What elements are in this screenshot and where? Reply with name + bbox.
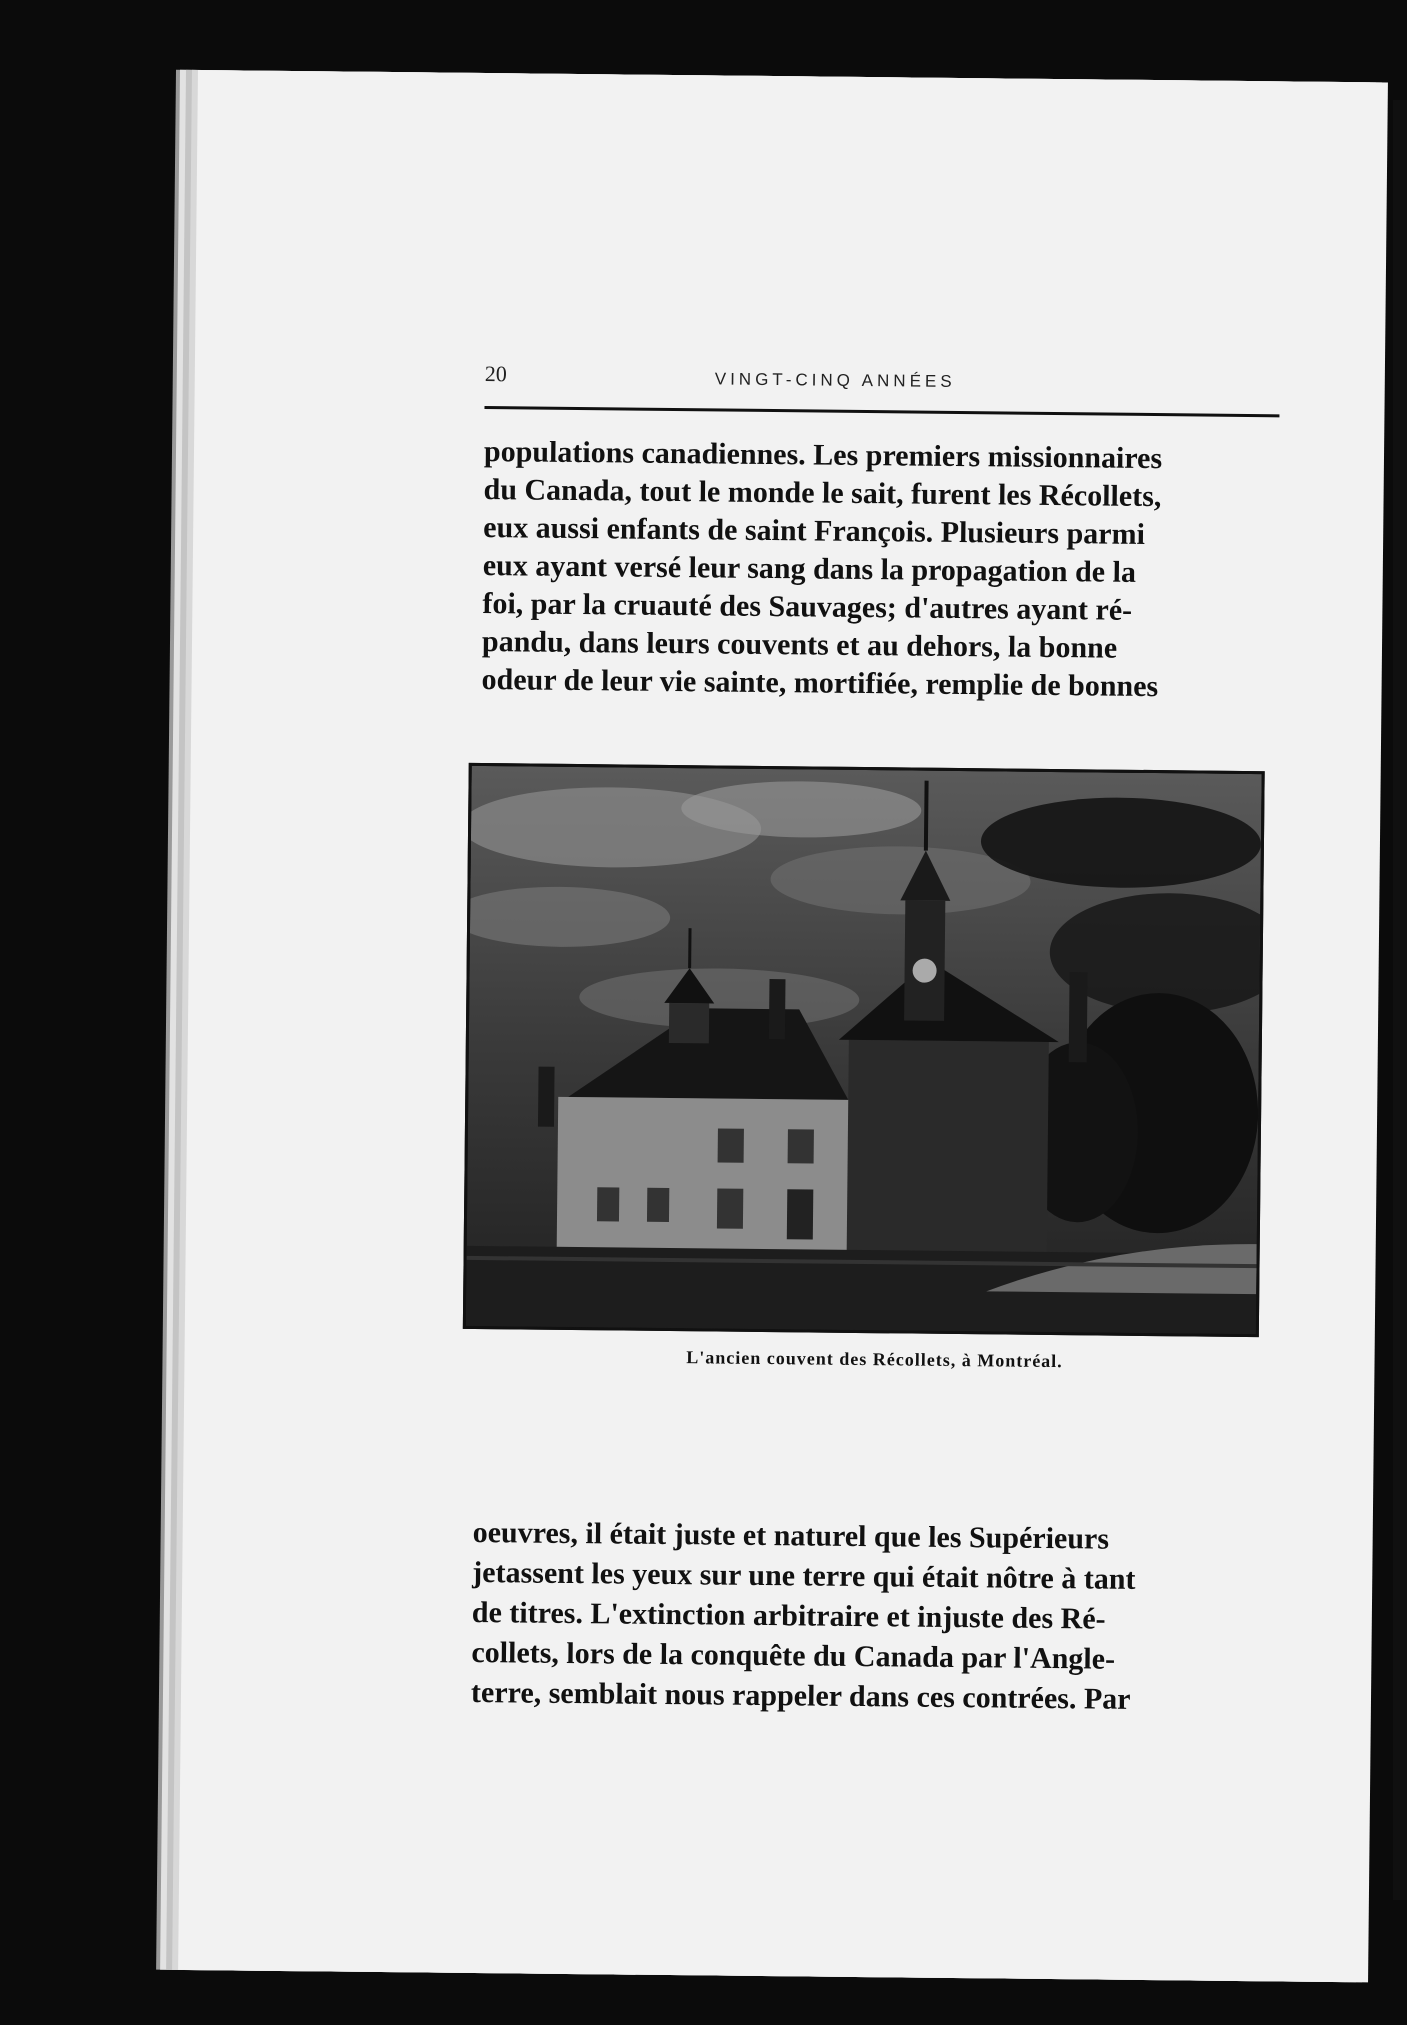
paragraph-top	[481, 433, 1284, 707]
text-line: populations canadiennes. Les premiers missionnaires	[483, 435, 1163, 476]
paragraph-bottom	[471, 1513, 1273, 1721]
text-line: foi, par la cruauté des Sauvages; d'autres ayant ré-	[482, 587, 1133, 627]
convent-illustration	[463, 763, 1265, 1337]
text-line: eux aussi enfants de saint François. Plusieurs parmi	[483, 511, 1146, 551]
text-line: pandu, dans leurs couvents et au dehors, la bonne	[481, 625, 1118, 665]
page-edge-shadow	[1393, 100, 1407, 1900]
text-line: odeur de leur vie sainte, mortifiée, remplie de bonnes	[481, 663, 1159, 704]
text-line: jetassent les yeux sur une terre qui était nôtre à tant	[472, 1555, 1136, 1596]
running-title: VINGT-CINQ ANNÉES	[714, 369, 956, 391]
text-line: de titres. L'extinction arbitraire et injuste des Ré-	[471, 1595, 1106, 1636]
page-number: 20	[484, 361, 507, 387]
text-line: eux ayant versé leur sang dans la propagation de la	[482, 549, 1137, 589]
text-line: terre, semblait nous rappeler dans ces contrées. Par	[470, 1675, 1131, 1716]
page-header	[485, 361, 1285, 409]
text-line: du Canada, tout le monde le sait, furent les Récollets,	[483, 473, 1162, 514]
book-page	[178, 70, 1388, 1982]
text-line: oeuvres, il était juste et naturel que les Supérieurs	[472, 1515, 1110, 1556]
figure-caption: L'ancien couvent des Récollets, à Montréal.	[686, 1347, 1063, 1372]
convent-drawing	[466, 766, 1262, 1334]
text-line: collets, lors de la conquête du Canada par l'Angle-	[471, 1635, 1116, 1676]
